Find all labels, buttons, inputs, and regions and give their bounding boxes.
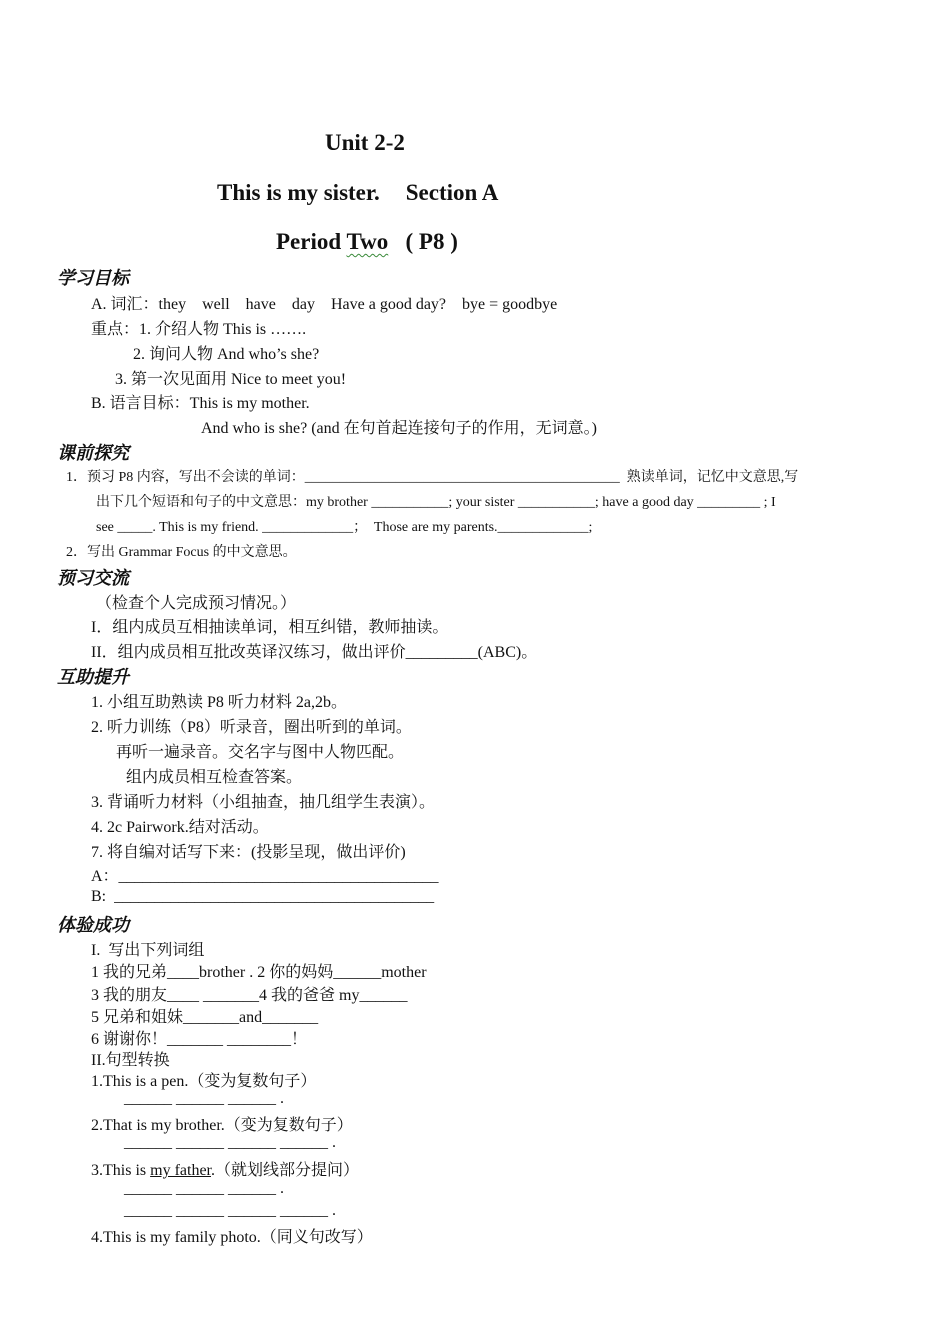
preview-line-3: see _____. This is my friend. _____________； Those are my parents._____________; [96,520,593,535]
section-heading-preview: 课前探究 [57,443,129,464]
lesson-title-a: This is my sister. [217,180,380,205]
section-heading-success: 体验成功 [57,915,129,936]
improve-line-1: 1. 小组互助熟读 P8 听力材料 2a,2b。 [91,694,348,711]
success-blank-1: ______ ______ ______ . [124,1090,284,1107]
success-line-3: 3 我的朋友____ _______4 我的爸爸 my______ [91,987,408,1004]
period-title-b: Two [346,229,389,254]
success-line-11-c: .（就划线部分提问） [211,1162,360,1179]
goals-line-4: 3. 第一次见面用 Nice to meet you! [115,371,347,388]
exchange-line-1: （检查个人完成预习情况。） [96,595,297,612]
preview-line-1: 1．预习 P8 内容，写出不会读的单词：_____________________________________________ 熟读单词，记忆中文意思,写 [66,470,799,485]
success-line-4: 5 兄弟和姐妹_______and_______ [91,1009,319,1026]
success-line-1: I. 写出下列词组 [91,942,205,959]
success-line-11-a: 3.This is [91,1162,151,1179]
underlined-phrase: my father [150,1162,211,1179]
success-line-7: 1.This is a pen.（变为复数句子） [91,1073,317,1090]
goals-line-1: A. 词汇：they well have day Have a good day? bye = goodbye [91,296,558,313]
lesson-title [217,180,498,206]
success-line-6: II.句型转换 [91,1052,170,1069]
improve-line-4: 组内成员相互检查答案。 [126,769,303,786]
success-line-5: 6 谢谢你！_______ ________！ [91,1031,308,1048]
success-line-14: 4.This is my family photo.（同义句改写） [91,1229,373,1246]
goals-line-5: B. 语言目标：This is my mother. [91,395,310,412]
goals-line-2: 重点：1. 介绍人物 This is ……. [91,321,307,338]
improve-line-5: 3. 背诵听力材料（小组抽查，抽几组学生表演）。 [91,794,436,811]
success-line-9: 2.That is my brother.（变为复数句子） [91,1117,353,1134]
improve-line-7: 7. 将自编对话写下来：(投影呈现，做出评价) [91,844,406,861]
section-heading-goals: 学习目标 [57,268,129,289]
goals-line-6: And who is she? (and 在句首起连接句子的作用，无词意。) [201,420,597,437]
period-title-c: ( P8 ) [388,229,458,254]
goals-line-3: 2. 询问人物 And who’s she? [133,346,320,363]
dialogue-b-line: B: ________________________________________ [91,888,435,905]
improve-line-2: 2. 听力训练（P8）听录音，圈出听到的单词。 [91,719,412,736]
success-line-2: 1 我的兄弟____brother . 2 你的妈妈______mother [91,964,427,981]
improve-line-6: 4. 2c Pairwork.结对活动。 [91,819,269,836]
preview-line-2: 出下几个短语和句子的中文意思：my brother ___________; your sister ___________; have a good day _________ ; I [96,495,776,510]
dialogue-a-line: A：________________________________________ [91,868,439,885]
preview-line-4: 2．写出 Grammar Focus 的中文意思。 [66,545,297,560]
success-blank-4: ______ ______ ______ ______ . [124,1202,336,1219]
exchange-line-2: I．组内成员互相抽读单词，相互纠错，教师抽读。 [91,619,449,636]
unit-title: Unit 2-2 [325,130,405,155]
section-heading-exchange: 预习交流 [57,568,129,589]
period-title-a: Period [276,229,347,254]
exchange-line-3: II．组内成员相互批改英译汉练习，做出评价_________(ABC)。 [91,644,538,661]
period-title [276,229,458,255]
section-heading-improve: 互助提升 [57,667,129,688]
lesson-title-b: Section A [405,180,499,205]
success-line-11 [91,1157,359,1180]
success-blank-3: ______ ______ ______ . [124,1180,284,1197]
improve-line-3: 再听一遍录音。交名字与图中人物匹配。 [116,744,405,761]
success-blank-2: ______ ______ ______ ______ . [124,1134,336,1151]
